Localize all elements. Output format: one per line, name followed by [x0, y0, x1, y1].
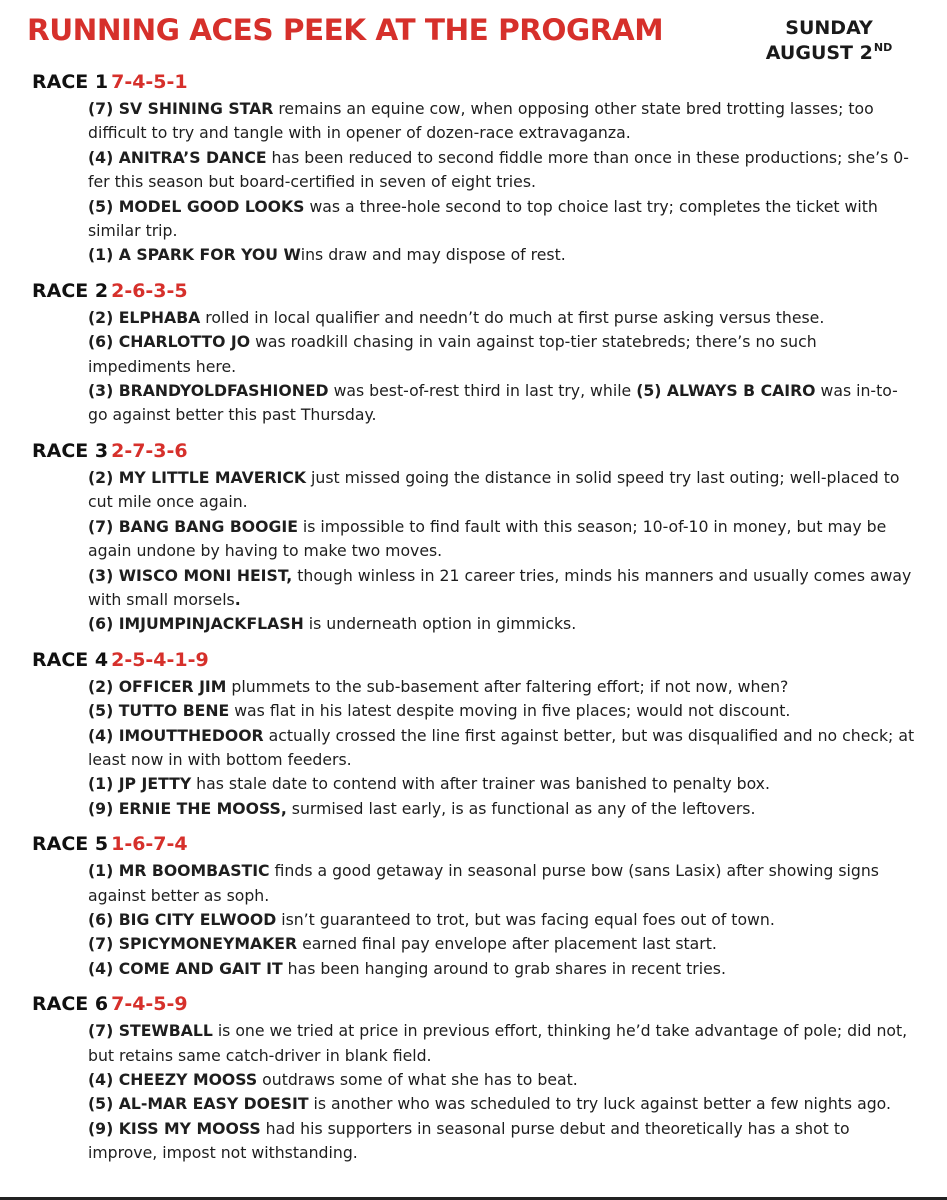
horse-entry: [88, 1092, 915, 1116]
race-label: RACE 2: [32, 279, 109, 302]
horse-name: (7) SV SHINING STAR: [88, 99, 274, 118]
race-picks: 2-5-4-1-9: [111, 648, 209, 671]
race-day: SUNDAY: [785, 17, 873, 39]
race-date-suffix: ND: [873, 41, 893, 54]
race-section: [0, 832, 947, 981]
horse-name: (7) BANG BANG BOOGIE: [88, 516, 298, 536]
horse-name: (6) IMJUMPINJACKFLASH: [88, 614, 304, 634]
horse-entry: [88, 908, 915, 932]
horse-name: (2) MY LITTLE MAVERICK: [88, 467, 307, 487]
race-section: [0, 992, 947, 1165]
horse-entry: [88, 612, 915, 636]
handicap-comment: has been reduced to second fiddle more than once in these productions; she’s 0-fer this season but board-certified in seven of eight tries.: [88, 147, 909, 192]
horse-name: (7) STEWBALL: [88, 1021, 213, 1041]
horse-entry: [88, 957, 915, 981]
handicap-comment: was flat in his latest despite moving in five places; would not discount.: [229, 701, 791, 721]
horse-entry: [88, 195, 915, 244]
horse-entry: [88, 932, 915, 956]
horse-entry: [88, 699, 915, 723]
handicap-comment: actually crossed the line first against better, but was disqualified and no check; at least now in with bottom feeders.: [88, 725, 915, 769]
handicap-comment: was roadkill chasing in vain against top-tier statebreds; there’s no such impediments here.: [88, 332, 817, 376]
horse-name: (2) OFFICER JIM: [88, 676, 227, 696]
horse-name: (4) ANITRA’S DANCE: [88, 147, 267, 167]
handicap-comment: earned final pay envelope after placement last start.: [297, 934, 717, 954]
horse-name: (5) AL-MAR EASY DOESIT: [88, 1094, 309, 1114]
handicap-comment: finds a good getaway in seasonal purse bow (sans Lasix) after showing signs against better as soph.: [88, 861, 879, 905]
horse-entry: [88, 146, 915, 195]
horse-entry: [88, 379, 915, 428]
handicap-comment: plummets to the sub-basement after faltering effort; if not now, when?: [226, 676, 789, 696]
horse-name: (4) COME AND GAIT IT: [88, 958, 283, 978]
horse-entry: [88, 330, 915, 379]
race-section: [0, 70, 947, 268]
horse-name: (1) MR BOOMBASTIC: [88, 861, 270, 881]
race-heading: [32, 832, 947, 856]
handicap-comment: though winless in 21 career tries, minds his manners and usually comes away with small morsels: [88, 565, 912, 609]
race-label: RACE 3: [32, 439, 109, 462]
handicap-comment: is impossible to find fault with this season; 10-of-10 in money, but may be again undone by having to make two moves.: [88, 516, 887, 561]
handicap-comment: just missed going the distance in solid speed try last outing; well-placed to cut mile once again.: [88, 467, 900, 512]
horse-name: (1) JP JETTY: [88, 774, 192, 794]
race-picks: 2-6-3-5: [111, 279, 188, 302]
horse-name: (5) MODEL GOOD LOOKS: [88, 196, 305, 216]
handicap-comment: is one we tried at price in previous effort, thinking he’d take advantage of pole; did not, but retains same catch-driver in blank field.: [88, 1021, 908, 1065]
handicap-comment: remains an equine cow, when opposing other state bred trotting lasses; too difficult to try and tangle with in opener of dozen-race extravaganza.: [88, 99, 874, 143]
race-heading: [32, 648, 947, 672]
horse-name: (7) SPICYMONEYMAKER: [88, 934, 298, 954]
horse-name: (2) ELPHABA: [88, 307, 201, 327]
horse-name: (3) WISCO MONI HEIST,: [88, 565, 293, 585]
handicap-comment: has stale date to contend with after trainer was banished to penalty box.: [191, 774, 770, 794]
race-date-line: [749, 41, 909, 68]
horse-name: (6) BIG CITY ELWOOD: [88, 909, 277, 929]
race-section: [0, 648, 947, 821]
race-label: RACE 5: [32, 833, 109, 856]
race-label: RACE 4: [32, 648, 109, 671]
horse-entry: [88, 1068, 915, 1092]
race-picks: 7-4-5-1: [111, 71, 188, 93]
race-label: RACE 1: [32, 71, 109, 93]
race-section: [0, 279, 947, 428]
handicap-comment: outdraws some of what she has to beat.: [257, 1070, 578, 1089]
page-title: RUNNING ACES PEEK AT THE PROGRAM: [27, 13, 664, 47]
handicap-comment: is another who was scheduled to try luck against better a few nights ago.: [308, 1094, 891, 1114]
horse-name: (3) BRANDYOLDFASHIONED: [88, 381, 329, 401]
handicap-comment: surmised last early, is as functional as any of the leftovers.: [286, 798, 756, 818]
horse-entry: [88, 772, 915, 796]
handicap-comment: isn’t guaranteed to trot, but was facing equal foes out of town.: [276, 909, 775, 929]
race-picks: 7-4-5-9: [111, 993, 188, 1016]
race-heading: [32, 992, 947, 1016]
race-picks: 2-7-3-6: [111, 439, 188, 462]
handicap-comment: was in-to-go against better this past Thursday.: [88, 381, 898, 425]
horse-entry: [88, 564, 915, 613]
race-list: [0, 70, 947, 1177]
horse-entry: [88, 243, 915, 267]
horse-name: (9) KISS MY MOOSS: [88, 1118, 261, 1138]
handicap-comment: was best-of-rest third in last try, while: [328, 381, 637, 401]
race-section: [0, 439, 947, 637]
handicap-comment: was a three-hole second to top choice last try; completes the ticket with similar trip.: [88, 196, 878, 241]
race-heading: [32, 70, 947, 94]
horse-entry: [88, 466, 915, 515]
race-date-text: AUGUST 2: [765, 42, 873, 64]
handicap-comment: has been hanging around to grab shares in recent tries.: [282, 958, 726, 978]
horse-name: (9) ERNIE THE MOOSS,: [88, 798, 287, 818]
handicap-comment: rolled in local qualifier and needn’t do much at first purse asking versus these.: [200, 307, 825, 327]
horse-name: (5) ALWAYS B CAIRO: [636, 381, 816, 401]
race-picks: 1-6-7-4: [111, 833, 188, 856]
horse-name: (5) TUTTO BENE: [88, 701, 230, 721]
horse-entry: [88, 797, 915, 821]
horse-name: .: [234, 589, 241, 609]
race-heading: [32, 439, 947, 463]
handicap-comment: had his supporters in seasonal purse debut and theoretically has a shot to improve, impost not withstanding.: [88, 1118, 850, 1163]
handicap-comment: is underneath option in gimmicks.: [303, 614, 577, 634]
race-heading: [32, 279, 947, 303]
horse-entry: [88, 1019, 915, 1068]
horse-entry: [88, 675, 915, 699]
horse-name: (4) CHEEZY MOOSS: [88, 1070, 258, 1089]
race-date: [749, 16, 909, 68]
race-label: RACE 6: [32, 993, 109, 1016]
horse-entry: [88, 724, 915, 773]
handicap-comment: ins draw and may dispose of rest.: [300, 245, 566, 265]
horse-name: (4) IMOUTTHEDOOR: [88, 725, 264, 745]
horse-entry: [88, 859, 915, 908]
horse-entry: [88, 97, 915, 146]
horse-entry: [88, 515, 915, 564]
horse-name: (1) A SPARK FOR YOU W: [88, 245, 301, 265]
horse-name: (6) CHARLOTTO JO: [88, 332, 251, 352]
horse-entry: [88, 1117, 915, 1166]
horse-entry: [88, 306, 915, 330]
